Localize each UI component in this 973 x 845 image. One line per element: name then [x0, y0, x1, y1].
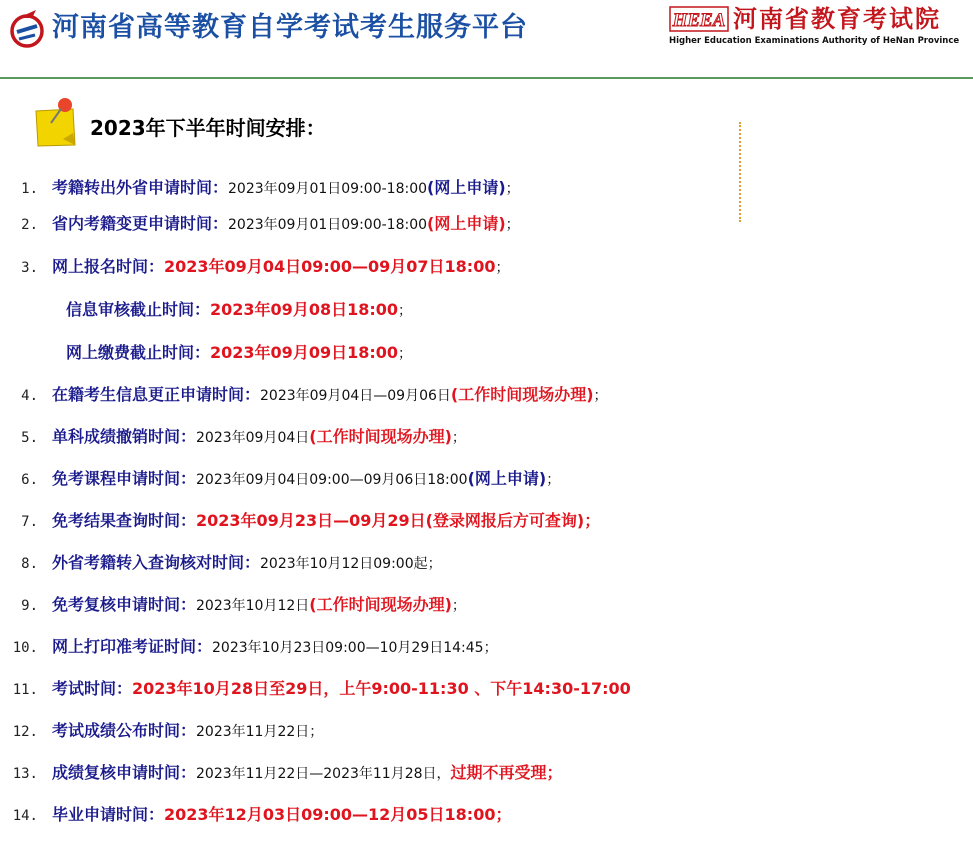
row-value: 2023年09月04日 [196, 430, 310, 446]
row-value: 2023年10月12日 [196, 598, 310, 614]
row-end: ； [495, 260, 510, 276]
row-label: 在籍考生信息更正申请时间： [52, 385, 261, 404]
row-note: (网上申请) [427, 214, 506, 233]
schedule-row [0, 589, 466, 621]
row-value: 2023年11月22日； [196, 724, 324, 740]
header-divider [0, 77, 973, 79]
row-label: 毕业申请时间： [52, 805, 165, 824]
decorative-dotted-line [739, 122, 741, 222]
schedule-row [0, 673, 631, 705]
row-note: (工作时间现场办理) [450, 385, 594, 404]
row-label: 免考结果查询时间： [52, 511, 197, 530]
site-title[interactable]: 河南省高等教育自学考试考生服务平台 [52, 12, 528, 43]
schedule-row [0, 715, 323, 747]
row-label: 考试成绩公布时间： [52, 721, 197, 740]
row-end: ； [593, 388, 608, 404]
row-label: 信息审核截止时间： [66, 300, 211, 319]
row-number: 1. [21, 181, 38, 197]
schedule-row [0, 251, 509, 283]
schedule-row [0, 294, 412, 326]
schedule-row [0, 421, 466, 453]
row-label: 免考课程申请时间： [52, 469, 197, 488]
row-label: 考试时间： [52, 679, 133, 698]
svg-text:HEEA: HEEA [672, 10, 726, 31]
row-end: ； [451, 430, 466, 446]
schedule-row [0, 547, 442, 579]
row-number: 3. [21, 260, 38, 276]
row-end: ； [546, 472, 561, 488]
row-note: (工作时间现场办理) [309, 427, 452, 446]
row-value: 2023年10月23日09:00—10月29日14:45； [212, 640, 498, 656]
sticky-note-pin-icon [33, 97, 83, 147]
schedule-row [0, 208, 520, 240]
row-label: 免考复核申请时间： [52, 595, 197, 614]
row-highlight: 2023年09月04日09:00—09月07日18:00 [164, 257, 496, 276]
schedule-row [0, 505, 600, 537]
row-value: 2023年09月04日09:00—09月06日18:00 [196, 472, 468, 488]
row-end: ； [398, 346, 413, 362]
row-label: 网上打印准考证时间： [52, 637, 213, 656]
schedule-row [0, 799, 511, 831]
row-number: 13. [12, 766, 38, 782]
row-number: 2. [21, 217, 38, 233]
row-number: 5. [21, 430, 38, 446]
row-label: 省内考籍变更申请时间： [52, 214, 229, 233]
schedule-row [0, 172, 520, 204]
row-note: (工作时间现场办理) [309, 595, 452, 614]
schedule-row [0, 379, 608, 411]
row-end: ； [451, 598, 466, 614]
schedule-row [0, 463, 560, 495]
schedule-row [0, 337, 412, 369]
row-value: 2023年09月01日09:00-18:00 [228, 181, 428, 197]
row-number: 9. [21, 598, 38, 614]
row-value: 2023年09月01日09:00-18:00 [228, 217, 428, 233]
row-end: ； [505, 217, 520, 233]
row-number: 12. [12, 724, 38, 740]
platform-logo-icon [6, 8, 48, 50]
row-end: ； [505, 181, 520, 197]
row-label: 考籍转出外省申请时间： [52, 178, 229, 197]
authority-name-en: Higher Education Examinations Authority of HeNan Province [669, 36, 960, 46]
row-number: 6. [21, 472, 38, 488]
row-highlight: 2023年09月23日—09月29日(登录网报后方可查询)； [196, 511, 601, 530]
row-value: 2023年11月22日—2023年11月28日， [196, 766, 451, 782]
row-highlight: 2023年09月09日18:00 [210, 343, 399, 362]
row-number: 10. [12, 640, 38, 656]
row-number: 7. [21, 514, 38, 530]
row-note: (网上申请) [467, 469, 547, 488]
row-label: 网上缴费截止时间： [66, 343, 211, 362]
row-label: 外省考籍转入查询核对时间： [52, 553, 261, 572]
row-number: 11. [12, 682, 38, 698]
row-highlight: 2023年10月28日至29日，上午9:00-11:30 、下午14:30-17:00 [132, 679, 631, 698]
schedule-title: 2023年下半年时间安排： [90, 116, 326, 140]
row-warning: 过期不再受理； [450, 763, 563, 782]
row-label: 网上报名时间： [52, 257, 165, 276]
heea-logo-icon [669, 6, 729, 32]
row-highlight: 2023年09月08日18:00 [210, 300, 399, 319]
row-note: (网上申请) [427, 178, 506, 197]
row-number: 8. [21, 556, 38, 572]
row-number: 4. [21, 388, 38, 404]
row-end: ； [398, 303, 413, 319]
authority-name-cn[interactable]: 河南省教育考试院 [733, 5, 941, 33]
row-number: 14. [12, 808, 38, 824]
schedule-row [0, 757, 563, 789]
row-value: 2023年10月12日09:00起； [260, 556, 442, 572]
row-value: 2023年09月04日—09月06日 [260, 388, 451, 404]
header [0, 0, 973, 76]
row-highlight: 2023年12月03日09:00—12月05日18:00； [164, 805, 512, 824]
row-label: 成绩复核申请时间： [52, 763, 197, 782]
schedule-row [0, 631, 498, 663]
row-label: 单科成绩撤销时间： [52, 427, 197, 446]
